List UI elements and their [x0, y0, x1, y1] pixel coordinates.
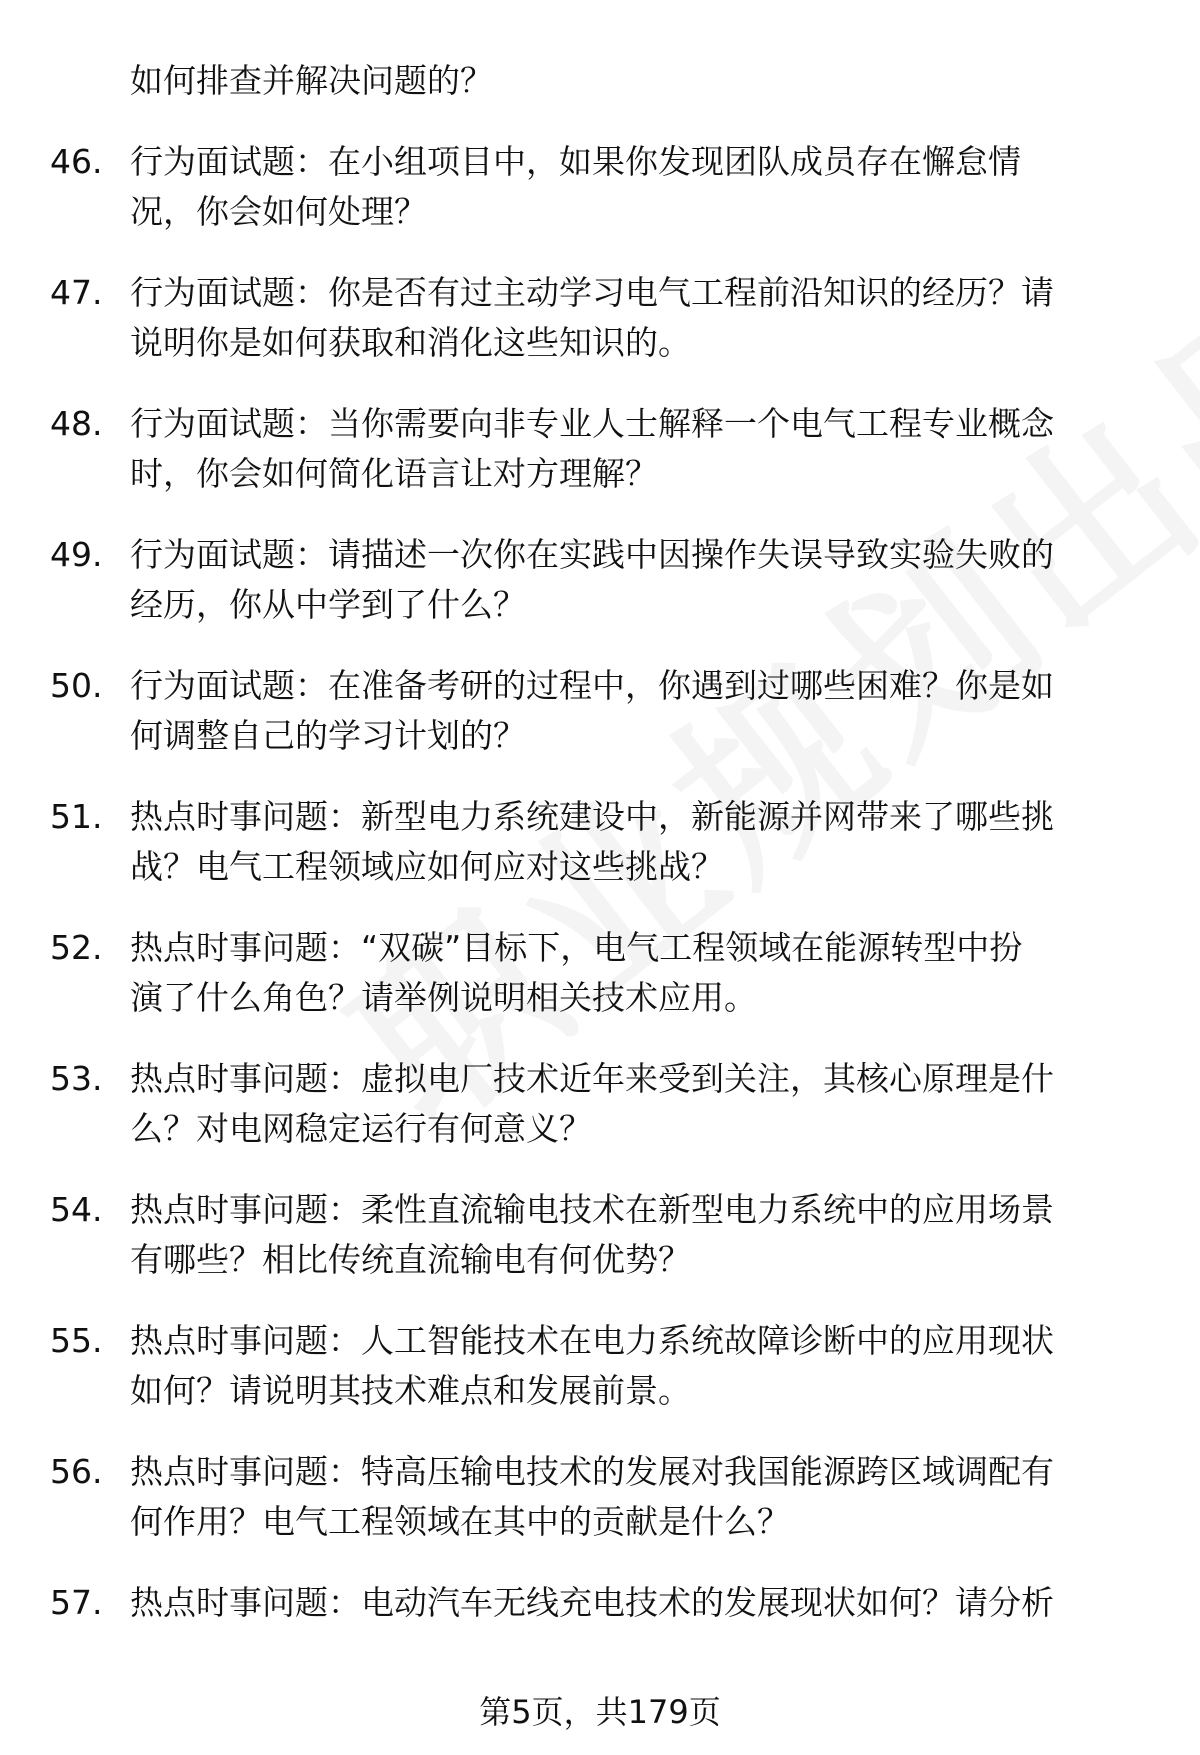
question-item — [0, 1054, 1200, 1154]
question-item — [0, 137, 1200, 237]
question-text-line: 热点时事问题：电动汽车无线充电技术的发展现状如何？请分析 — [130, 1583, 1054, 1622]
question-item — [0, 1447, 1200, 1547]
question-text-line: 战？电气工程领域应如何应对这些挑战？ — [130, 847, 724, 886]
question-content — [0, 56, 1200, 1628]
question-number: 53. — [50, 1059, 103, 1098]
question-text-line: 热点时事问题：特高压输电技术的发展对我国能源跨区域调配有 — [130, 1452, 1054, 1491]
question-number: 50. — [50, 666, 103, 705]
question-list — [0, 137, 1200, 1628]
question-text-line: 热点时事问题：新型电力系统建设中，新能源并网带来了哪些挑 — [130, 797, 1054, 836]
question-number: 52. — [50, 928, 103, 967]
question-item — [0, 661, 1200, 761]
question-text-line: 行为面试题：你是否有过主动学习电气工程前沿知识的经历？请 — [130, 273, 1054, 312]
question-number: 51. — [50, 797, 103, 836]
question-number: 56. — [50, 1452, 103, 1491]
question-text-line: 热点时事问题：虚拟电厂技术近年来受到关注，其核心原理是什 — [130, 1059, 1054, 1098]
question-item — [0, 1578, 1200, 1628]
question-item — [0, 1316, 1200, 1416]
question-item — [0, 530, 1200, 630]
question-number: 48. — [50, 404, 103, 443]
question-item — [0, 1185, 1200, 1285]
question-text-line: 行为面试题：在小组项目中，如果你发现团队成员存在懈怠情 — [130, 142, 1021, 181]
question-item — [0, 792, 1200, 892]
question-item — [0, 399, 1200, 499]
question-text-line: 行为面试题：请描述一次你在实践中因操作失误导致实验失败的 — [130, 535, 1054, 574]
question-text-line: 行为面试题：在准备考研的过程中，你遇到过哪些困难？你是如 — [130, 666, 1054, 705]
question-text-line: 热点时事问题：柔性直流输电技术在新型电力系统中的应用场景 — [130, 1190, 1054, 1229]
question-number: 57. — [50, 1583, 103, 1622]
question-text-line: 演了什么角色？请举例说明相关技术应用。 — [130, 978, 757, 1017]
question-text-line: 何调整自己的学习计划的？ — [130, 716, 526, 755]
continuation-line: 如何排查并解决问题的？ — [130, 61, 493, 100]
question-text-line: 如何？请说明其技术难点和发展前景。 — [130, 1371, 691, 1410]
question-number: 49. — [50, 535, 103, 574]
question-text-line: 行为面试题：当你需要向非专业人士解释一个电气工程专业概念 — [130, 404, 1054, 443]
question-text-line: 说明你是如何获取和消化这些知识的。 — [130, 323, 691, 362]
question-text-line: 么？对电网稳定运行有何意义？ — [130, 1109, 592, 1148]
question-number: 54. — [50, 1190, 103, 1229]
question-text-line: 时，你会如何简化语言让对方理解？ — [130, 454, 658, 493]
question-item — [0, 268, 1200, 368]
page-number: 第5页，共179页 — [479, 1693, 721, 1731]
question-number: 47. — [50, 273, 103, 312]
question-text-line: 况，你会如何处理？ — [130, 192, 427, 231]
question-number: 55. — [50, 1321, 103, 1360]
question-text-line: 热点时事问题：“双碳”目标下，电气工程领域在能源转型中扮 — [130, 928, 1023, 967]
question-item — [0, 923, 1200, 1023]
question-text-line: 经历，你从中学到了什么？ — [130, 585, 526, 624]
question-text-line: 何作用？电气工程领域在其中的贡献是什么？ — [130, 1502, 790, 1541]
question-text-line: 有哪些？相比传统直流输电有何优势？ — [130, 1240, 691, 1279]
question-number: 46. — [50, 142, 103, 181]
question-text-line: 热点时事问题：人工智能技术在电力系统故障诊断中的应用现状 — [130, 1321, 1054, 1360]
